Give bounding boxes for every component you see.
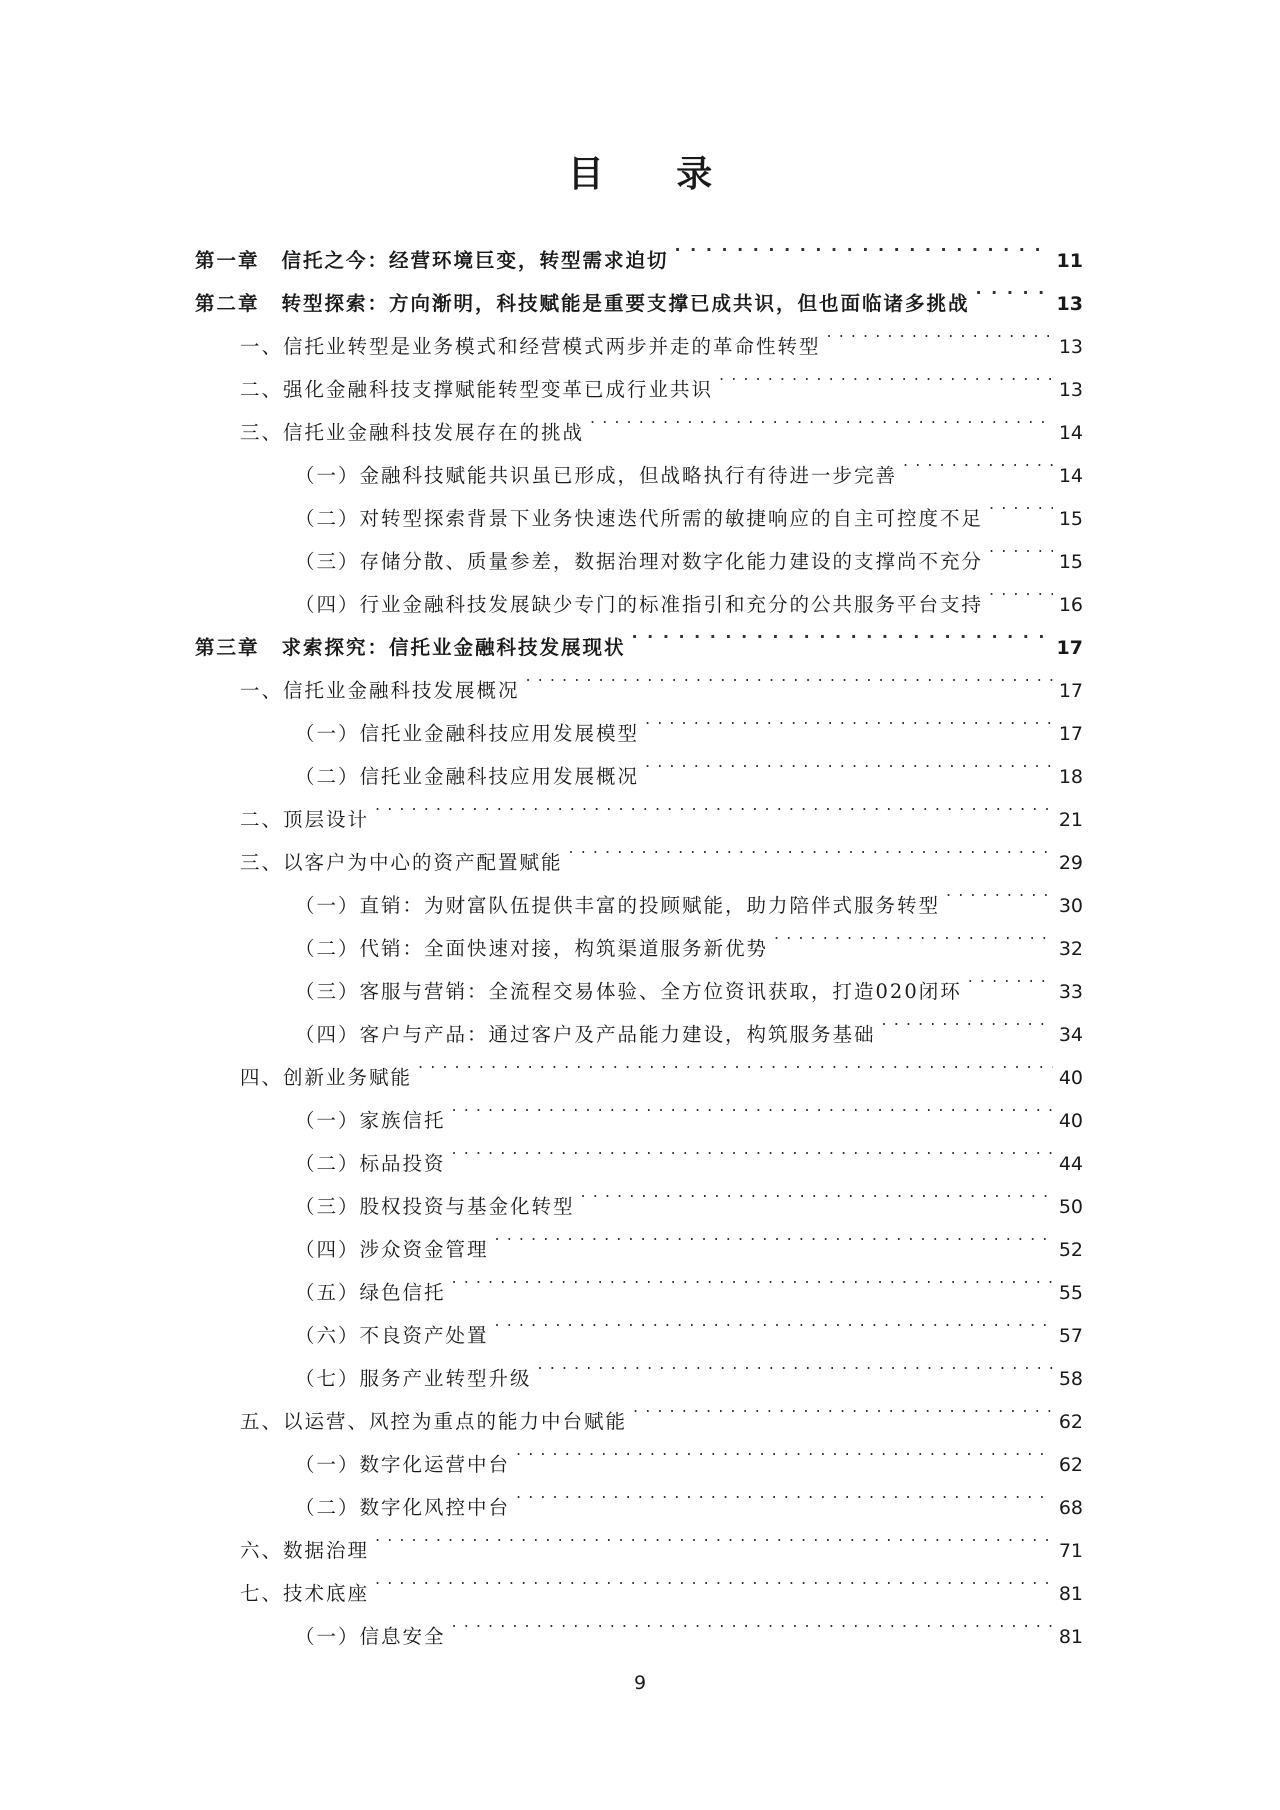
toc-entry-text: （一）信息安全 <box>295 1625 446 1648</box>
toc-entry-text: （一）信托业金融科技应用发展模型 <box>295 722 640 745</box>
toc-entry-label <box>295 1314 489 1357</box>
chapter-number: 第一章 <box>195 249 260 272</box>
table-of-contents <box>195 224 1083 1648</box>
toc-entry-label <box>295 1099 446 1142</box>
toc-page-number: 14 <box>1058 465 1083 487</box>
toc-entry-text: （二）标品投资 <box>295 1152 446 1175</box>
toc-page-number: 13 <box>1058 336 1083 358</box>
toc-entry-label <box>240 669 520 712</box>
dot-leader <box>452 1084 1053 1127</box>
toc-page-number: 11 <box>1056 250 1083 272</box>
dot-leader <box>516 1428 1053 1471</box>
toc-page-number: 68 <box>1058 1497 1083 1519</box>
toc-entry-label <box>295 1615 446 1658</box>
dot-leader <box>452 1127 1053 1170</box>
toc-page-number: 40 <box>1058 1067 1083 1089</box>
toc-page-number: 18 <box>1058 766 1083 788</box>
toc-entry-label <box>295 1443 510 1486</box>
dot-leader <box>645 697 1053 740</box>
toc-entry-text: （三）存储分散、质量参差，数据治理对数字化能力建设的支撑尚不充分 <box>295 550 984 573</box>
dot-leader <box>989 525 1053 568</box>
dot-leader <box>569 826 1053 869</box>
dot-leader <box>495 1213 1053 1256</box>
dot-leader <box>632 611 1051 654</box>
toc-page-number: 40 <box>1058 1110 1083 1132</box>
toc-entry-label <box>240 1056 412 1099</box>
dot-leader <box>452 1600 1053 1643</box>
toc-entry-text: 六、数据治理 <box>240 1539 370 1562</box>
toc-entry-text: 信托之今：经营环境巨变，转型需求迫切 <box>281 249 669 272</box>
toc-page-number: 33 <box>1058 981 1083 1003</box>
toc-entry-text: 二、强化金融科技支撑赋能转型变革已成行业共识 <box>240 378 714 401</box>
chapter-number: 第二章 <box>195 292 260 315</box>
toc-entry-text: （六）不良资产处置 <box>295 1324 489 1347</box>
toc-page-number: 58 <box>1058 1368 1083 1390</box>
dot-leader <box>968 955 1053 998</box>
dot-leader <box>452 1256 1053 1299</box>
dot-leader <box>418 1041 1053 1084</box>
toc-entry-text: 七、技术底座 <box>240 1582 370 1605</box>
dot-leader <box>516 1471 1053 1514</box>
toc-entry-text: （一）金融科技赋能共识虽已形成，但战略执行有待进一步完善 <box>295 464 898 487</box>
toc-entry-text: 求索探究：信托业金融科技发展现状 <box>281 636 626 659</box>
toc-entry-text: （四）客户与产品：通过客户及产品能力建设，构筑服务基础 <box>295 1023 876 1046</box>
toc-entry-text: 转型探索：方向渐明，科技赋能是重要支撑已成共识，但也面临诸多挑战 <box>281 292 970 315</box>
toc-entry-label <box>240 798 369 841</box>
toc-page-number: 81 <box>1058 1583 1083 1605</box>
dot-leader <box>976 267 1051 310</box>
dot-leader <box>774 912 1053 955</box>
toc-page-number: 17 <box>1056 637 1083 659</box>
toc-page-number: 15 <box>1058 551 1083 573</box>
dot-leader <box>581 1170 1053 1213</box>
toc-entry-text: （四）涉众资金管理 <box>295 1238 489 1261</box>
page-number: 9 <box>633 1672 647 1694</box>
toc-page-number: 13 <box>1056 293 1083 315</box>
toc-chapter-entry[interactable] <box>195 224 1083 272</box>
toc-entry-label <box>240 411 584 454</box>
dot-leader <box>989 482 1053 525</box>
dot-leader <box>989 568 1053 611</box>
toc-entry-text: （三）股权投资与基金化转型 <box>295 1195 575 1218</box>
dot-leader <box>645 740 1053 783</box>
dot-leader <box>375 783 1053 826</box>
toc-page-number: 57 <box>1058 1325 1083 1347</box>
toc-page-number: 62 <box>1058 1411 1083 1433</box>
toc-entry-label <box>295 1357 532 1400</box>
dot-leader <box>675 224 1051 267</box>
toc-entry-label <box>295 970 962 1013</box>
dot-leader <box>719 353 1053 396</box>
toc-page-number: 17 <box>1058 680 1083 702</box>
dot-leader <box>375 1557 1053 1600</box>
dot-leader <box>590 396 1053 439</box>
dot-leader <box>526 654 1053 697</box>
dot-leader <box>538 1342 1053 1385</box>
toc-entry-text: 三、以客户为中心的资产配置赋能 <box>240 851 563 874</box>
toc-entry-text: （二）对转型探索背景下业务快速迭代所需的敏捷响应的自主可控度不足 <box>295 507 984 530</box>
toc-page-number: 29 <box>1058 852 1083 874</box>
dot-leader <box>633 1385 1053 1428</box>
toc-page-number: 21 <box>1058 809 1083 831</box>
toc-entry-text: （二）信托业金融科技应用发展概况 <box>295 765 640 788</box>
toc-page-number: 30 <box>1058 895 1083 917</box>
toc-page-number: 14 <box>1058 422 1083 444</box>
toc-page-number: 16 <box>1058 594 1083 616</box>
dot-leader <box>827 310 1053 353</box>
toc-entry-text: 五、以运营、风控为重点的能力中台赋能 <box>240 1410 628 1433</box>
toc-entry-text: （二）数字化风控中台 <box>295 1496 511 1519</box>
toc-entry-label <box>295 540 983 583</box>
dot-leader <box>903 439 1053 482</box>
dot-leader <box>946 869 1053 912</box>
toc-title: 目 录 <box>567 154 743 195</box>
toc-page-number: 15 <box>1058 508 1083 530</box>
toc-entry-label <box>295 1142 446 1185</box>
toc-page-number: 71 <box>1058 1540 1083 1562</box>
toc-page-number: 55 <box>1058 1282 1083 1304</box>
toc-page-number: 17 <box>1058 723 1083 745</box>
toc-entry-text: （七）服务产业转型升级 <box>295 1367 532 1390</box>
toc-entry-text: 四、创新业务赋能 <box>240 1066 413 1089</box>
toc-page-number: 62 <box>1058 1454 1083 1476</box>
toc-entry-label <box>240 841 563 884</box>
toc-page-number: 34 <box>1058 1024 1083 1046</box>
toc-entry-label <box>240 1529 369 1572</box>
toc-page-number: 50 <box>1058 1196 1083 1218</box>
toc-page-number: 81 <box>1058 1626 1083 1648</box>
toc-entry-text: （四）行业金融科技发展缺少专门的标准指引和充分的公共服务平台支持 <box>295 593 984 616</box>
chapter-number: 第三章 <box>195 636 260 659</box>
toc-entry-label <box>295 454 897 497</box>
toc-page-number: 13 <box>1058 379 1083 401</box>
toc-entry-text: 一、信托业转型是业务模式和经营模式两步并走的革命性转型 <box>240 335 821 358</box>
toc-entry-text: （三）客服与营销：全流程交易体验、全方位资讯获取，打造020闭环 <box>295 980 962 1003</box>
toc-entry-label <box>295 712 639 755</box>
toc-entry-text: （一）家族信托 <box>295 1109 446 1132</box>
toc-entry-text: （五）绿色信托 <box>295 1281 446 1304</box>
toc-entry-text: （一）直销：为财富队伍提供丰富的投顾赋能，助力陪伴式服务转型 <box>295 894 941 917</box>
toc-page-number: 32 <box>1058 938 1083 960</box>
toc-entry-label <box>295 1271 446 1314</box>
dot-leader <box>495 1299 1053 1342</box>
toc-entry-text: （一）数字化运营中台 <box>295 1453 511 1476</box>
toc-page-number: 52 <box>1058 1239 1083 1261</box>
toc-entry-text: 二、顶层设计 <box>240 808 370 831</box>
toc-entry-label <box>295 927 768 970</box>
toc-page-number: 44 <box>1058 1153 1083 1175</box>
toc-entry-label <box>240 1572 369 1615</box>
toc-entry-label <box>295 497 983 540</box>
toc-entry-text: 三、信托业金融科技发展存在的挑战 <box>240 421 585 444</box>
toc-entry-text: 一、信托业金融科技发展概况 <box>240 679 520 702</box>
dot-leader <box>882 998 1053 1041</box>
toc-entry-label <box>195 239 669 282</box>
toc-entry-text: （二）代销：全面快速对接，构筑渠道服务新优势 <box>295 937 769 960</box>
dot-leader <box>375 1514 1053 1557</box>
